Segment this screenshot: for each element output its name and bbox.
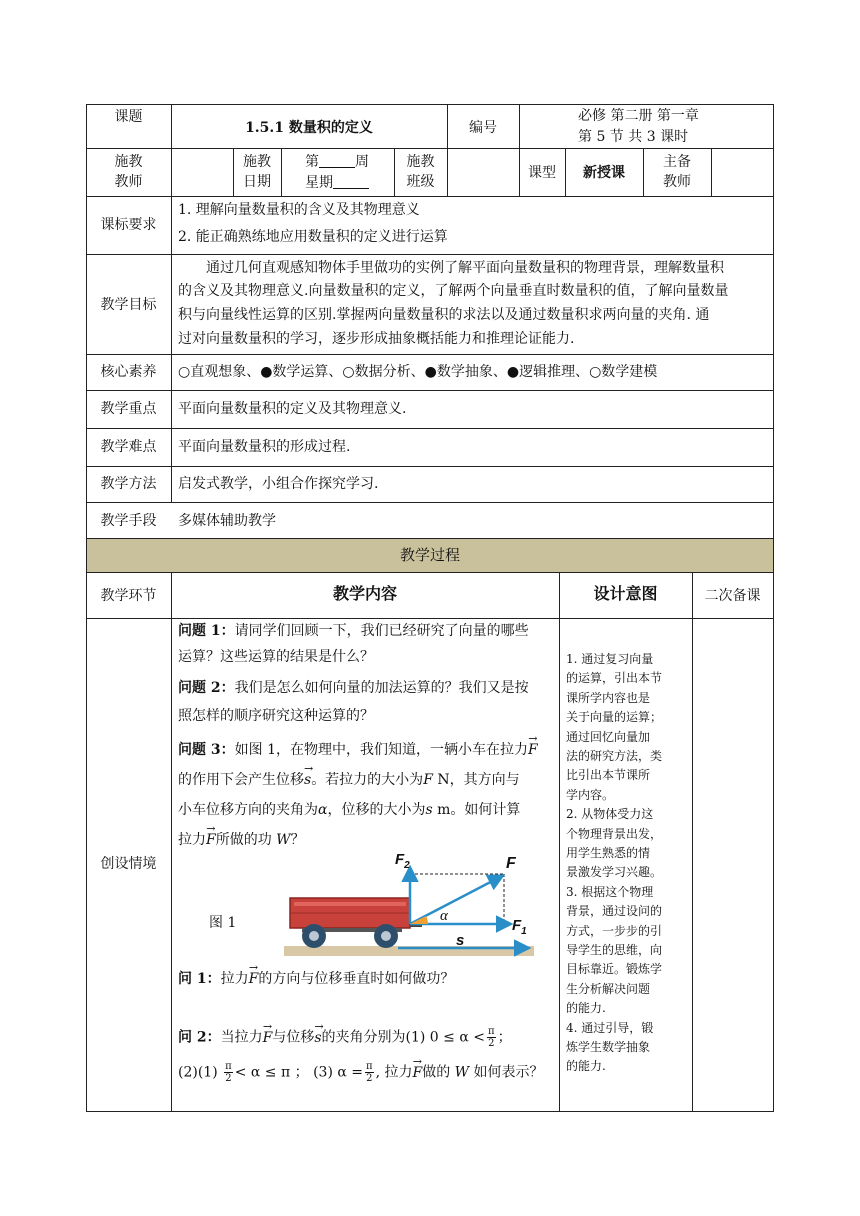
col-stage: 教学环节 xyxy=(100,588,157,604)
question-1-b: 运算？这些运算的结果是什么？ xyxy=(178,649,374,665)
intent-line: 比引出本节课所 xyxy=(566,768,651,783)
goals-label: 教学目标 xyxy=(100,297,157,313)
intent-line: 3. 根据这个物理 xyxy=(566,884,654,899)
weekday-field: 星期 xyxy=(305,173,369,193)
week-field: 第 周 xyxy=(305,154,369,170)
intent-line: 导学生的思维，向 xyxy=(566,943,663,957)
frac-pi-2: $\frac{\pi}{2}$ xyxy=(488,1026,495,1049)
col-review: 二次备课 xyxy=(704,588,761,604)
topic-label: 课题 xyxy=(114,109,143,125)
sub-question-3: (2)(1) $\frac{\pi}{2}$ < α ≤ π ； (3) α = $\frac{\pi}{2}$ , 拉力→ F做的 W 如何表示？ xyxy=(178,1061,544,1084)
literacy-text: ○直观想象、●数学运算、○数据分析、●数学抽象、●逻辑推理、○数学建模 xyxy=(178,364,658,380)
means-label: 教学手段 xyxy=(100,513,157,529)
goals-line-1: 通过几何直观感知物体手里做功的实例了解平面向量数量积的物理背景，理解数量积 xyxy=(206,260,724,276)
sub-question-1: 问 1：拉力→ F的方向与位移垂直时如何做功？ xyxy=(178,969,454,989)
intent-line: 通过回忆向量加 xyxy=(566,729,651,744)
difficulty-label: 教学难点 xyxy=(100,439,157,455)
means-text: 多媒体辅助教学 xyxy=(178,513,276,529)
standards-label: 课标要求 xyxy=(100,217,157,233)
question-3-c: 小车位移方向的夹角为α，位移的大小为s m。如何计算 xyxy=(178,802,521,818)
angle-wedge xyxy=(410,916,428,924)
question-3-d: 拉力→ F所做的功 W？ xyxy=(178,830,305,850)
goals-line-4: 过对向量数量积的学习，逐步形成抽象概括能力和推理论证能力. xyxy=(178,331,575,347)
intent-line: 炼学生数学抽象 xyxy=(566,1040,651,1054)
intent-line: 的运算，引出本节 xyxy=(566,671,663,686)
label-s: s xyxy=(456,932,465,949)
cart-force-diagram xyxy=(280,846,542,960)
question-2-b: 照怎样的顺序研究这种运算的？ xyxy=(178,708,374,724)
label-alpha: α xyxy=(440,908,448,924)
intent-line: 生分析解决问题 xyxy=(566,981,651,996)
standards-item-2: 2. 能正确熟练地应用数量积的定义进行运算 xyxy=(178,229,448,245)
intent-line: 的能力. xyxy=(566,1001,606,1016)
difficulty-text: 平面向量数量积的形成过程. xyxy=(178,439,351,455)
intent-line: 景激发学习兴趣。 xyxy=(566,865,663,880)
key-point-label: 教学重点 xyxy=(100,401,157,417)
class-label: 施教 班级 xyxy=(406,154,435,190)
topic-title: 1.5.1 数量积的定义 xyxy=(245,120,373,136)
goals-line-3: 积与向量线性运算的区别.掌握两向量数量积的求法以及通过数量积求两向量的夹角. 通 xyxy=(178,307,710,323)
intent-line: 法的研究方法，类 xyxy=(566,749,663,763)
intent-line: 2. 从物体受力这 xyxy=(566,807,654,822)
method-label: 教学方法 xyxy=(100,476,157,492)
figure-label: 图 1 xyxy=(209,915,237,931)
cart xyxy=(290,898,422,948)
intent-line: 4. 通过引导，锻 xyxy=(566,1020,654,1035)
sub-question-2: 问 2：当拉力→ F与位移→ s的夹角分别为(1) 0 ≤ α < $\frac{\pi}{2}$ ； xyxy=(178,1026,512,1049)
book-info-2: 第 5 节 共 3 课时 xyxy=(578,129,689,145)
standards-item-1: 1. 理解向量数量积的含义及其物理意义 xyxy=(178,202,420,218)
intent-line: 1. 通过复习向量 xyxy=(566,652,654,666)
type-label: 课型 xyxy=(528,165,556,181)
goals-line-2: 的含义及其物理意义.向量数量积的定义，了解两个向量垂直时数量积的值，了解向量数量 xyxy=(178,283,729,299)
intent-line: 个物理背景出发， xyxy=(566,826,663,841)
code-label: 编号 xyxy=(469,120,497,136)
label-f: F xyxy=(506,855,516,872)
intent-line: 课所学内容也是 xyxy=(566,690,651,705)
label-f2: $F_2$ xyxy=(395,851,410,871)
process-title: 教学过程 xyxy=(399,546,460,564)
lead-teacher-label: 主备 教师 xyxy=(663,154,691,190)
intent-line: 目标靠近。锻炼学 xyxy=(566,962,663,977)
type-value: 新授课 xyxy=(583,165,625,181)
question-2-a: 问题 2：我们是怎么如何向量的加法运算的？我们又是按 xyxy=(178,680,529,696)
date-label: 施教 日期 xyxy=(243,154,271,190)
teacher-label: 施教 教师 xyxy=(114,154,143,190)
intent-line: 方式，一步步的引 xyxy=(566,923,663,938)
question-3-b: 的作用下会产生位移→ s。若拉力的大小为F N，其方向与 xyxy=(178,770,520,790)
book-info-1: 必修 第二册 第一章 xyxy=(578,108,699,124)
key-point-text: 平面向量数量积的定义及其物理意义. xyxy=(178,401,407,417)
intent-line: 关于向量的运算； xyxy=(566,710,663,725)
intent-line: 用学生熟悉的情 xyxy=(566,846,651,860)
col-intent: 设计意图 xyxy=(593,584,658,603)
col-content: 教学内容 xyxy=(332,584,397,603)
situation-label: 创设情境 xyxy=(100,856,157,872)
literacy-label: 核心素养 xyxy=(100,364,157,380)
label-f1: $F_1$ xyxy=(512,917,527,937)
force-f-arrow xyxy=(410,876,502,924)
intent-line: 背景，通过设问的 xyxy=(566,904,663,919)
method-text: 启发式教学，小组合作探究学习. xyxy=(178,476,379,492)
intent-line: 学内容。 xyxy=(566,787,615,802)
question-3-a: 问题 3：如图 1，在物理中，我们知道，一辆小车在拉力→ F xyxy=(178,740,538,760)
intent-line: 的能力. xyxy=(566,1059,606,1074)
question-1-a: 问题 1：请同学们回顾一下，我们已经研究了向量的哪些 xyxy=(178,623,529,639)
